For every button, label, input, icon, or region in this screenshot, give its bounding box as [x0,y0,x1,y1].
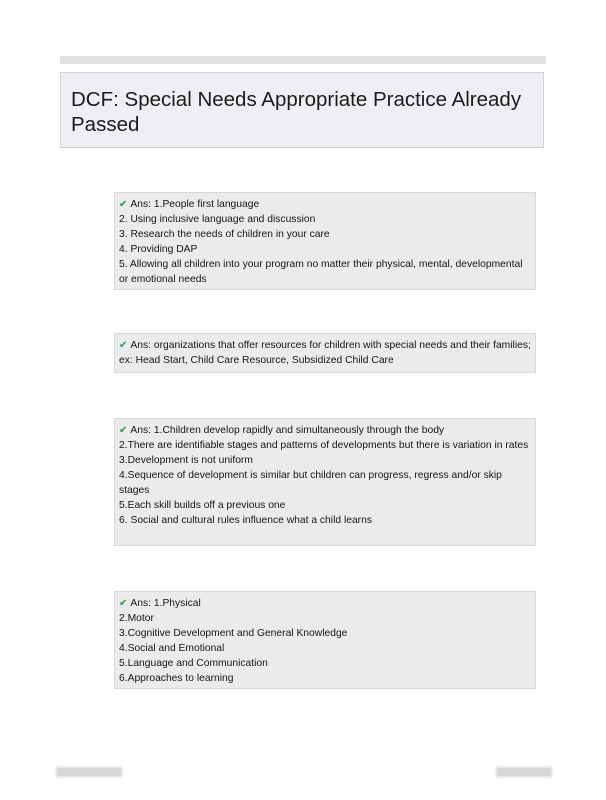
answer-line: 6. Social and cultural rules influence what a child learns [119,515,372,526]
answer-line: ✔ Ans: organizations that offer resources for children with special needs and their families; ex: Head Start, Child Care Resource, Subsidized Child Care [119,340,531,366]
answer-box-4 [114,591,536,689]
answer-line: ✔ Ans: 1.Physical [119,598,201,609]
answer-line: 2. Using inclusive language and discussion [119,214,316,225]
footer-watermark-left [56,767,122,777]
footer-page-number [496,767,552,777]
answer-line: 6.Approaches to learning [119,673,234,684]
answer-line: 2.There are identifiable stages and patterns of developments but there is variation in rates [119,440,529,451]
answer-line: 4. Providing DAP [119,244,198,255]
title-box [60,72,544,148]
answer-line: 4.Sequence of development is similar but children can progress, regress and/or skip stages [119,470,502,496]
check-icon: ✔ [119,199,128,210]
answer-line: 2.Motor [119,613,154,624]
answer-line: 5.Language and Communication [119,658,268,669]
answer-line: 3.Development is not uniform [119,455,253,466]
answer-box-1 [114,192,536,290]
check-icon: ✔ [119,340,128,351]
answer-line: 5. Allowing all children into your program no matter their physical, mental, developmental or emotional needs [119,259,523,285]
answer-line: 3.Cognitive Development and General Knowledge [119,628,348,639]
answer-line: 4.Social and Emotional [119,643,225,654]
top-divider-bar [60,56,546,64]
check-icon: ✔ [119,598,128,609]
page-title: DCF: Special Needs Appropriate Practice Already Passed [71,88,522,136]
answer-line: 3. Research the needs of children in your care [119,229,330,240]
answer-line: ✔ Ans: 1.Children develop rapidly and simultaneously through the body [119,425,445,436]
answer-box-2 [114,333,536,373]
check-icon: ✔ [119,425,128,436]
answer-line: ✔ Ans: 1.People first language [119,199,260,210]
answer-line: 5.Each skill builds off a previous one [119,500,286,511]
answer-box-3 [114,418,536,546]
